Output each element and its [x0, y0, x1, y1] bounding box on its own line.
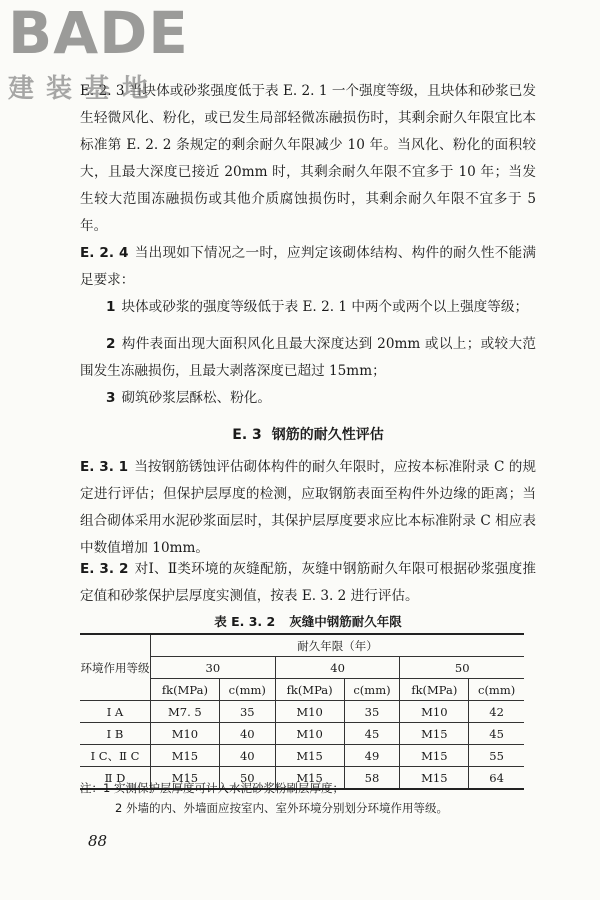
note-label: 注：1	[80, 781, 111, 795]
header-year-50: 50	[400, 657, 524, 679]
clause-e-3-1-text: 当按钢筋锈蚀评估砌体构件的耐久年限时，应按本标准附录 C 的规定进行评估；但保护层厚度的检测，应取钢筋表面至构件外边缘的距离；当组合砌体采用水泥砂浆面层时，其保护层厚度要求应比本标准附录 C 相应表中数值增加 10mm。	[80, 459, 537, 556]
cell: M7. 5	[151, 701, 220, 723]
table-caption	[80, 612, 536, 630]
cell: 45	[344, 723, 400, 745]
note-1-text: 实测保护层厚度可计入水泥砂浆粉刷层厚度；	[113, 781, 344, 795]
cell: 55	[469, 745, 524, 767]
clause-e-3-1	[80, 454, 536, 562]
watermark-subtitle: 建装基地	[8, 74, 161, 104]
durability-table	[80, 633, 524, 790]
clause-e-2-4-text: 当出现如下情况之一时，应判定该砌体结构、构件的耐久性不能满足要求：	[80, 245, 536, 288]
cell-env: Ⅰ A	[80, 701, 151, 723]
item-3	[80, 385, 536, 412]
page-number: 88	[88, 832, 108, 850]
clause-e-2-3-text: E. 2. 3 当块体或砂浆强度低于表 E. 2. 1 一个强度等级，且块体和砂浆已发生轻微风化、粉化，或已发生局部轻微冻融损伤时，其剩余耐久年限宜比本标准第 E. 2. 2 条规定的剩余耐久年限减少 10 年。当风化、粉化的面积较大，且最大深度已接近 20mm 时，其剩余耐久年限不宜多于 10 年；当发生较大范围冻融损伤或其他介质腐蚀损伤时，其剩余耐久年限不宜多于 5 年。	[80, 83, 536, 234]
note-1	[80, 778, 540, 798]
note-2-text: 外墙的内、外墙面应按室内、室外环境分别划分环境作用等级。	[125, 801, 448, 815]
cell: M10	[275, 701, 344, 723]
clause-e-3-2	[80, 556, 536, 610]
clause-e-2-4-number: E. 2. 4	[80, 245, 129, 261]
cell: M10	[151, 723, 220, 745]
header-c: c(mm)	[344, 679, 400, 701]
header-fk: fk(MPa)	[400, 679, 469, 701]
cell: M15	[400, 723, 469, 745]
header-c: c(mm)	[469, 679, 524, 701]
cell: 42	[469, 701, 524, 723]
item-2-number: 2	[106, 336, 116, 352]
table-row	[80, 723, 524, 745]
cell: M15	[400, 745, 469, 767]
table-caption-number: 表 E. 3. 2	[214, 614, 276, 629]
cell-env: Ⅰ C、Ⅱ C	[80, 745, 151, 767]
table-row	[80, 745, 524, 767]
table-row	[80, 701, 524, 723]
item-1	[80, 294, 536, 321]
section-number: E. 3	[232, 427, 262, 443]
section-heading	[80, 424, 536, 444]
header-env: 环境作用等级	[80, 634, 151, 701]
cell: M15	[275, 767, 344, 790]
cell: M10	[400, 701, 469, 723]
table-notes	[80, 778, 540, 818]
cell: M15	[151, 767, 220, 790]
cell: M10	[275, 723, 344, 745]
header-year-30: 30	[151, 657, 276, 679]
clause-e-2-4	[80, 240, 536, 294]
cell: 35	[219, 701, 275, 723]
item-3-text: 砌筑砂浆层酥松、粉化。	[121, 390, 271, 406]
item-1-number: 1	[106, 299, 116, 315]
cell: 64	[469, 767, 524, 790]
header-fk: fk(MPa)	[275, 679, 344, 701]
clause-e-2-3	[80, 78, 536, 240]
clause-e-3-1-number: E. 3. 1	[80, 459, 129, 475]
header-fk: fk(MPa)	[151, 679, 220, 701]
clause-e-3-2-number: E. 3. 2	[80, 561, 129, 577]
cell-env: Ⅰ B	[80, 723, 151, 745]
table-header-row-1	[80, 634, 524, 657]
cell: 35	[344, 701, 400, 723]
header-year-40: 40	[275, 657, 400, 679]
note-2-number: 2	[115, 801, 123, 815]
item-3-number: 3	[106, 390, 116, 406]
section-title: 钢筋的耐久性评估	[271, 427, 384, 443]
cell: 50	[219, 767, 275, 790]
cell: 40	[219, 745, 275, 767]
cell: 45	[469, 723, 524, 745]
clause-e-3-2-text: 对Ⅰ、Ⅱ类环境的灰缝配筋，灰缝中钢筋耐久年限可根据砂浆强度推定值和砂浆保护层厚度实测值，按表 E. 3. 2 进行评估。	[80, 561, 536, 604]
note-2	[80, 798, 540, 818]
item-1-text: 块体或砂浆的强度等级低于表 E. 2. 1 中两个或两个以上强度等级；	[121, 299, 529, 315]
cell: M15	[400, 767, 469, 790]
cell: 58	[344, 767, 400, 790]
watermark-brand: BADE	[8, 0, 189, 67]
cell: 40	[219, 723, 275, 745]
header-c: c(mm)	[219, 679, 275, 701]
item-2-text: 构件表面出现大面积风化且最大深度达到 20mm 或以上；或较大范围发生冻融损伤，且最大剥落深度已超过 15mm；	[80, 336, 536, 379]
cell: 49	[344, 745, 400, 767]
table-caption-title: 灰缝中钢筋耐久年限	[289, 614, 402, 629]
header-years: 耐久年限（年）	[151, 634, 525, 657]
item-2	[80, 331, 536, 385]
cell: M15	[275, 745, 344, 767]
cell-env: Ⅱ D	[80, 767, 151, 790]
cell: M15	[151, 745, 220, 767]
